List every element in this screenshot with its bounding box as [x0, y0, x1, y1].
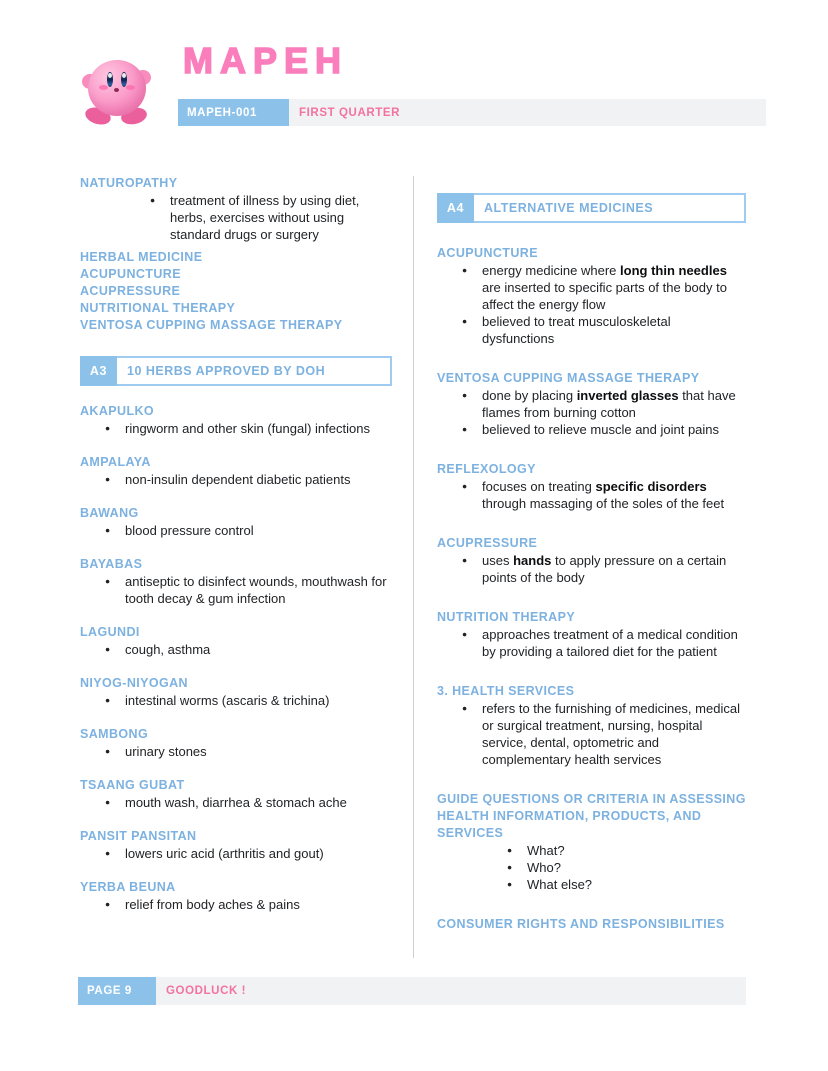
- bullet-text: [170, 192, 392, 243]
- left-column: [80, 175, 392, 930]
- bullet-icon: ●: [462, 555, 468, 565]
- note-section: [80, 828, 392, 862]
- bullet-text: [482, 387, 746, 421]
- bullet-item: [80, 420, 392, 437]
- topic-heading: NUTRITIONAL THERAPY: [80, 301, 236, 315]
- topic-heading-list: [80, 249, 392, 334]
- section-title-box: ALTERNATIVE MEDICINES: [474, 193, 746, 223]
- bullet-text: [125, 522, 392, 539]
- section-heading: AMPALAYA: [80, 455, 151, 469]
- bullet-text: [125, 743, 392, 760]
- bullet-item: [437, 859, 746, 876]
- bullet-text: [125, 794, 392, 811]
- section-heading: 3. HEALTH SERVICES: [437, 684, 575, 698]
- bullet-item: [80, 192, 392, 243]
- topic-heading: HERBAL MEDICINE: [80, 250, 203, 264]
- section-heading: BAWANG: [80, 506, 139, 520]
- bullet-icon: ●: [462, 481, 468, 491]
- note-section: [80, 556, 392, 607]
- text-segment: believed to relieve muscle and joint pains: [482, 422, 720, 437]
- bullet-item: [80, 573, 392, 607]
- bullet-text: [482, 626, 746, 660]
- bullet-item: [80, 522, 392, 539]
- right-column: [437, 193, 746, 956]
- text-segment: to apply pressure on a certain points of the body: [482, 553, 727, 585]
- header-bar: [178, 99, 766, 126]
- bullet-icon: ●: [150, 195, 156, 205]
- bullet-item: [437, 313, 746, 347]
- text-segment: non-insulin dependent diabetic patients: [125, 472, 351, 487]
- note-section: [437, 683, 746, 768]
- text-segment: lowers uric acid (arthritis and gout): [125, 846, 324, 861]
- bullet-item: [437, 876, 746, 893]
- bullet-icon: ●: [105, 474, 111, 484]
- bullet-text: [482, 313, 746, 347]
- bullet-item: [437, 262, 746, 313]
- kirby-cheek: [99, 85, 108, 90]
- note-section: [80, 624, 392, 658]
- bullet-icon: ●: [105, 848, 111, 858]
- bullet-text: [527, 859, 746, 876]
- note-section: [437, 916, 746, 933]
- note-section: [80, 777, 392, 811]
- kirby-mouth: [114, 88, 119, 92]
- page-number-badge: PAGE 9: [78, 977, 156, 1005]
- bullet-text: [482, 421, 746, 438]
- text-segment: ringworm and other skin (fungal) infections: [125, 421, 370, 436]
- text-segment: intestinal worms (ascaris & trichina): [125, 693, 330, 708]
- bullet-icon: ●: [105, 576, 111, 586]
- bullet-text: [125, 420, 392, 437]
- bullet-item: [80, 896, 392, 913]
- bullet-text: [125, 845, 392, 862]
- note-section: [80, 879, 392, 913]
- bold-term: hands: [513, 553, 552, 568]
- section-heading: TSAANG GUBAT: [80, 778, 185, 792]
- note-section: [437, 245, 746, 347]
- bullet-icon: ●: [105, 746, 111, 756]
- bullet-icon: ●: [462, 424, 468, 434]
- page-title: MAPEH: [183, 40, 349, 81]
- bullet-item: [80, 641, 392, 658]
- text-segment: antiseptic to disinfect wounds, mouthwash for tooth decay & gum infection: [125, 574, 387, 606]
- text-segment: that have flames from burning cotton: [482, 388, 736, 420]
- bold-term: inverted glasses: [576, 388, 679, 403]
- bullet-icon: ●: [462, 316, 468, 326]
- bullet-item: [80, 743, 392, 760]
- text-segment: urinary stones: [125, 744, 207, 759]
- bullet-icon: ●: [105, 797, 111, 807]
- section-heading: SAMBONG: [80, 727, 149, 741]
- bullet-text: [482, 262, 746, 313]
- note-section: [437, 461, 746, 512]
- bullet-item: [437, 626, 746, 660]
- kirby-body: [88, 60, 146, 116]
- section-label-box: [80, 356, 392, 386]
- text-segment: energy medicine where: [482, 263, 621, 278]
- text-segment: What?: [527, 843, 565, 858]
- section-heading: PANSIT PANSITAN: [80, 829, 197, 843]
- bullet-text: [482, 700, 746, 768]
- text-segment: through massaging of the soles of the feet: [482, 496, 725, 511]
- section-heading: ACUPRESSURE: [437, 536, 538, 550]
- text-segment: refers to the furnishing of medicines, medical or surgical treatment, nursing, hospital service, dental, optometric and complementary health services: [482, 701, 740, 767]
- section-heading: AKAPULKO: [80, 404, 155, 418]
- bullet-icon: ●: [462, 265, 468, 275]
- kirby-eye: [107, 72, 113, 87]
- bold-term: specific disorders: [595, 479, 707, 494]
- bullet-item: [437, 421, 746, 438]
- text-segment: believed to treat musculoskeletal dysfunctions: [482, 314, 671, 346]
- bullet-icon: ●: [462, 703, 468, 713]
- text-segment: done by placing: [482, 388, 577, 403]
- section-heading: NATUROPATHY: [80, 176, 178, 190]
- section-heading: LAGUNDI: [80, 625, 140, 639]
- note-section: [80, 675, 392, 709]
- bullet-icon: ●: [105, 899, 111, 909]
- bullet-icon: ●: [105, 695, 111, 705]
- section-heading: ACUPUNCTURE: [437, 246, 538, 260]
- kirby-eye: [121, 72, 127, 87]
- bullet-text: [125, 692, 392, 709]
- bullet-item: [80, 692, 392, 709]
- topic-heading: ACUPRESSURE: [80, 284, 181, 298]
- column-divider: [413, 176, 414, 958]
- bullet-text: [125, 573, 392, 607]
- bullet-icon: ●: [462, 629, 468, 639]
- bullet-item: [437, 842, 746, 859]
- kirby-cheek: [126, 85, 135, 90]
- section-heading: NUTRITION THERAPY: [437, 610, 576, 624]
- topic-heading: ACUPUNCTURE: [80, 267, 181, 281]
- bullet-item: [80, 471, 392, 488]
- bullet-text: [527, 876, 746, 893]
- bullet-item: [437, 387, 746, 421]
- kirby-mascot-image: [84, 58, 150, 126]
- text-segment: Who?: [527, 860, 561, 875]
- bullet-item: [437, 700, 746, 768]
- bullet-icon: ●: [105, 644, 111, 654]
- bullet-icon: ●: [507, 845, 513, 855]
- goodluck-label: GOODLUCK !: [166, 985, 247, 997]
- bullet-text: [125, 641, 392, 658]
- note-section: [80, 726, 392, 760]
- bullet-icon: ●: [507, 862, 513, 872]
- section-code-badge: A3: [80, 356, 117, 386]
- bullet-icon: ●: [507, 879, 513, 889]
- section-title-box: 10 HERBS APPROVED BY DOH: [117, 356, 392, 386]
- bullet-item: [80, 794, 392, 811]
- note-section: [80, 403, 392, 437]
- bullet-icon: ●: [105, 423, 111, 433]
- section-heading: CONSUMER RIGHTS AND RESPONSIBILITIES: [437, 917, 725, 931]
- bullet-item: [437, 478, 746, 512]
- document-code-badge: MAPEH-001: [178, 99, 289, 126]
- text-segment: treatment of illness by using diet, herbs, exercises without using standard drugs or surgery: [170, 193, 360, 242]
- bold-term: long thin needles: [620, 263, 727, 278]
- text-segment: approaches treatment of a medical condition by providing a tailored diet for the patient: [482, 627, 738, 659]
- note-section: [80, 175, 392, 243]
- note-section: [80, 454, 392, 488]
- section-code-badge: A4: [437, 193, 474, 223]
- text-segment: blood pressure control: [125, 523, 254, 538]
- text-segment: are inserted to specific parts of the body to affect the energy flow: [482, 280, 727, 312]
- footer-bar: [78, 977, 746, 1005]
- text-segment: focuses on treating: [482, 479, 596, 494]
- bullet-icon: ●: [105, 525, 111, 535]
- section-heading: YERBA BEUNA: [80, 880, 176, 894]
- bullet-icon: ●: [462, 390, 468, 400]
- text-segment: cough, asthma: [125, 642, 211, 657]
- bullet-item: [80, 845, 392, 862]
- quarter-label: FIRST QUARTER: [299, 106, 401, 119]
- note-section: [80, 505, 392, 539]
- note-section: [437, 791, 746, 893]
- text-segment: What else?: [527, 877, 593, 892]
- bullet-text: [125, 896, 392, 913]
- topic-heading: VENTOSA CUPPING MASSAGE THERAPY: [80, 318, 343, 332]
- section-label-box: [437, 193, 746, 223]
- note-section: [437, 370, 746, 438]
- bullet-text: [125, 471, 392, 488]
- note-section: [437, 535, 746, 586]
- section-heading: NIYOG-NIYOGAN: [80, 676, 188, 690]
- text-segment: uses: [482, 553, 514, 568]
- section-heading: GUIDE QUESTIONS OR CRITERIA IN ASSESSING HEALTH INFORMATION, PRODUCTS, AND SERVICES: [437, 792, 746, 840]
- bullet-text: [482, 478, 746, 512]
- bullet-text: [527, 842, 746, 859]
- note-section: [437, 609, 746, 660]
- bullet-text: [482, 552, 746, 586]
- text-segment: relief from body aches & pains: [125, 897, 300, 912]
- section-heading: BAYABAS: [80, 557, 143, 571]
- section-heading: REFLEXOLOGY: [437, 462, 536, 476]
- section-heading: VENTOSA CUPPING MASSAGE THERAPY: [437, 371, 700, 385]
- bullet-item: [437, 552, 746, 586]
- text-segment: mouth wash, diarrhea & stomach ache: [125, 795, 347, 810]
